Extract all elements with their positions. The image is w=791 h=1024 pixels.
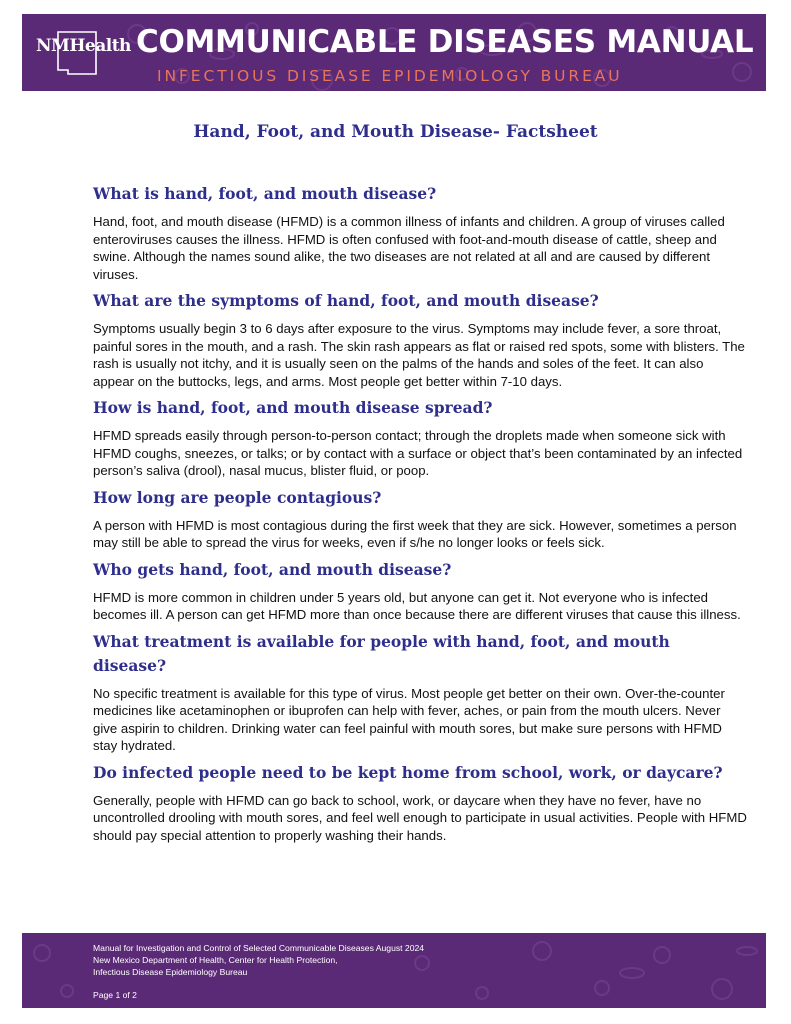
section-exclusion (93, 761, 748, 845)
section-heading: How is hand, foot, and mouth disease spread? (93, 398, 493, 417)
section-contagious (93, 486, 748, 552)
section-treatment (93, 630, 748, 755)
manual-title: COMMUNICABLE DISEASES MANUAL (136, 24, 754, 60)
factsheet-content (93, 182, 748, 850)
section-spread (93, 396, 748, 480)
section-heading: Who gets hand, foot, and mouth disease? (93, 559, 452, 579)
section-what-is (93, 182, 748, 283)
nmhealth-logo[interactable]: NMHealth (36, 36, 131, 56)
section-body: HFMD spreads easily through person-to-person contact; through the droplets made when someone sick with HFMD coughs, sneezes, or talks; or by contact with a surface or object that’s been contaminated by an infected person’s saliva (drool), nasal mucus, blister fluid, or poop. (93, 428, 743, 478)
section-heading: What treatment is available for people with hand, foot, and mouth disease? (93, 631, 670, 675)
footer-line: New Mexico Department of Health, Center for Health Protection, (93, 955, 338, 965)
footer-line: Infectious Disease Epidemiology Bureau (93, 967, 248, 977)
section-body: Hand, foot, and mouth disease (HFMD) is a common illness of infants and children. A group of viruses called enteroviruses causes the illness. HFMD is often confused with foot-and-mouth disease of cattle, sheep and swine. Although the names sound alike, the two diseases are not related at all and are caused by different viruses. (93, 214, 725, 282)
page-title: Hand, Foot, and Mouth Disease- Factsheet (193, 122, 598, 142)
section-body: Symptoms usually begin 3 to 6 days after exposure to the virus. Symptoms may include fever, a sore throat, painful sores in the mouth, and a rash. The skin rash appears as flat or raised red spots, some with blisters. The rash is usually not itchy, and it is usually seen on the palms of the hands and soles of the feet. It can also appear on the buttocks, legs, and arms. Most people get better within 7-10 days. (93, 321, 745, 389)
section-body: No specific treatment is available for this type of virus. Most people get better on their own. Over-the-counter medicines like acetaminophen or ibuprofen can help with fever, aches, or pain from the mouth ulcers. Never give aspirin to children. Drinking water can feel painful with mouth sores, but make sure persons with HFMD stay hydrated. (93, 685, 725, 753)
footer-citation (93, 942, 424, 978)
section-heading: What are the symptoms of hand, foot, and mouth disease? (93, 291, 599, 310)
section-body: Generally, people with HFMD can go back to school, work, or daycare when they have no fever, have no uncontrolled drooling with mouth sores, and feel well enough to participate in usual activities. People with HFMD should pay special attention to properly washing their hands. (93, 792, 747, 843)
section-body: A person with HFMD is most contagious during the first week that they are sick. However, sometimes a person may still be able to spread the virus for weeks, even if s/he no longer looks or feels sick. (93, 517, 737, 550)
page-number: Page 1 of 2 (93, 990, 137, 1000)
section-who-gets (93, 558, 748, 624)
header-banner (22, 14, 766, 91)
section-body: HFMD is more common in children under 5 years old, but anyone can get it. Not everyone who is infected becomes ill. A person can get HFMD more than once because there are different viruses that cause this illness. (93, 589, 741, 622)
section-heading: How long are people contagious? (93, 487, 382, 507)
section-heading: Do infected people need to be kept home from school, work, or daycare? (93, 762, 723, 782)
section-symptoms (93, 289, 748, 390)
bureau-subtitle: INFECTIOUS DISEASE EPIDEMIOLOGY BUREAU (157, 67, 623, 85)
footer-banner (22, 933, 766, 1008)
section-heading: What is hand, foot, and mouth disease? (93, 184, 437, 203)
footer-line: Manual for Investigation and Control of Selected Communicable Diseases August 2024 (93, 943, 425, 953)
